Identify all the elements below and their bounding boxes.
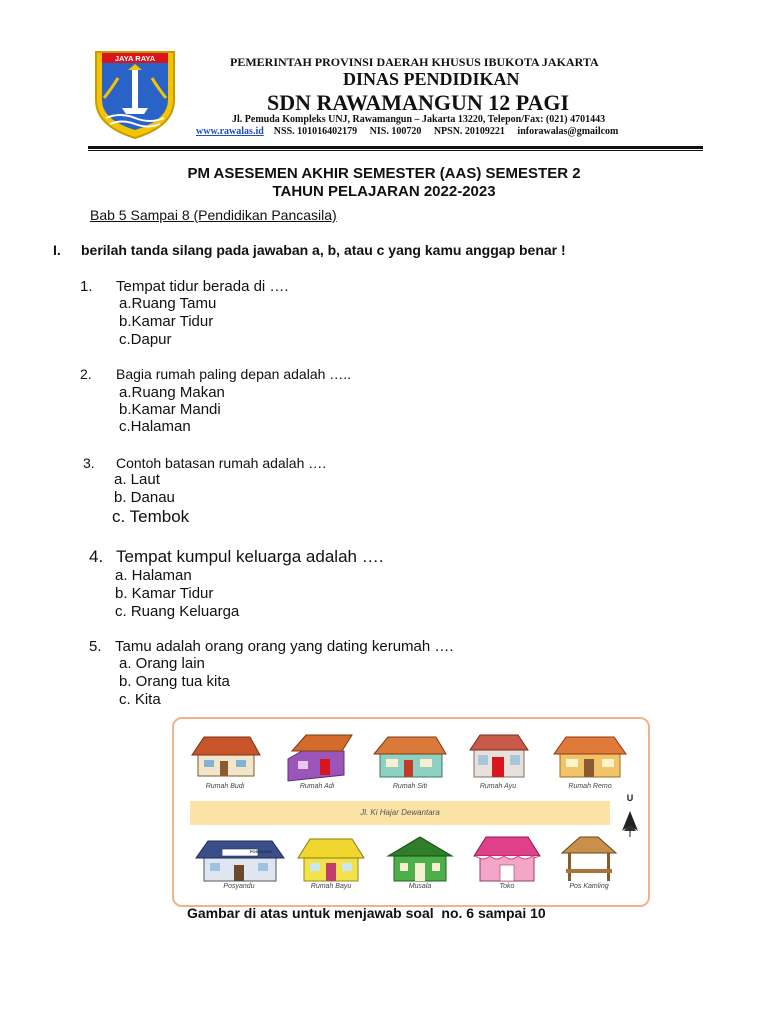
- house-bayu-icon: [298, 839, 364, 881]
- svg-text:JAYA RAYA: JAYA RAYA: [114, 54, 156, 63]
- option-3b[interactable]: b. Danau: [114, 489, 175, 506]
- label-house-2: Rumah Adi: [299, 783, 335, 790]
- question-text: Bagia rumah paling depan adalah …..: [116, 366, 352, 382]
- pos-kamling-icon: [562, 837, 616, 881]
- section-text: berilah tanda silang pada jawaban a, b, atau c yang kamu anggap benar !: [81, 242, 566, 258]
- label-building-3: Musala: [408, 883, 432, 890]
- section-instruction: [53, 242, 566, 258]
- question-2: [80, 366, 351, 382]
- question-text: Tempat kumpul keluarga adalah ….: [116, 547, 384, 566]
- picture-caption: Gambar di atas untuk menjawab soal no. 6 sampai 10: [187, 905, 546, 921]
- label-building-1: Posyandu: [223, 883, 255, 890]
- option-4c[interactable]: c. Ruang Keluarga: [115, 603, 240, 620]
- label-building-4: Toko: [499, 883, 515, 890]
- label-building-5: Pos Kamling: [569, 883, 609, 890]
- option-5c[interactable]: c. Kita: [119, 691, 161, 708]
- option-5a[interactable]: a. Orang lain: [119, 655, 205, 672]
- section-number: I.: [53, 242, 61, 258]
- header-school-name: SDN RAWAMANGUN 12 PAGI: [267, 90, 570, 115]
- posyandu-building-icon: [196, 841, 284, 881]
- option-2c[interactable]: c.Halaman: [119, 418, 191, 435]
- house-adi-icon: [288, 735, 352, 781]
- compass-north-icon: [622, 811, 638, 837]
- house-remo-icon: [554, 737, 626, 777]
- question-4: [89, 547, 383, 567]
- header-address: Jl. Pemuda Kompleks UNJ, Rawamangun – Jakarta 13220, Telepon/Fax: (021) 4701443: [232, 114, 606, 125]
- question-text: Tempat tidur berada di ….: [116, 278, 289, 295]
- option-3c[interactable]: c. Tembok: [112, 507, 190, 526]
- option-5b[interactable]: b. Orang tua kita: [119, 673, 230, 690]
- jaya-raya-logo: [92, 48, 178, 140]
- compass-letter: U: [626, 793, 634, 803]
- header-agency: DINAS PENDIDIKAN: [343, 69, 520, 89]
- option-4b[interactable]: b. Kamar Tidur: [115, 585, 214, 602]
- question-text: Contoh batasan rumah adalah ….: [116, 455, 327, 471]
- exam-title: PM ASESEMEN AKHIR SEMESTER (AAS) SEMESTER 2: [187, 165, 581, 182]
- header-government: PEMERINTAH PROVINSI DAERAH KHUSUS IBUKOTA JAKARTA: [230, 55, 599, 69]
- house-budi-icon: [192, 737, 260, 776]
- header-rule-thin: [88, 150, 703, 151]
- option-2b[interactable]: b.Kamar Mandi: [119, 401, 221, 418]
- option-1c[interactable]: c.Dapur: [119, 331, 172, 348]
- exam-year: TAHUN PELAJARAN 2022-2023: [272, 183, 496, 200]
- question-number: 5.: [89, 638, 102, 655]
- question-number: 2.: [80, 366, 92, 382]
- header-contact: [196, 126, 618, 137]
- question-number: 3.: [83, 455, 95, 471]
- header-rule: [88, 146, 703, 149]
- label-house-4: Rumah Ayu: [479, 783, 517, 790]
- posyandu-sign: POSYANDU: [249, 849, 273, 854]
- option-1a[interactable]: a.Ruang Tamu: [119, 295, 217, 312]
- question-number: 1.: [80, 278, 93, 295]
- musala-building-icon: [388, 837, 452, 881]
- question-3: [83, 455, 326, 471]
- option-1b[interactable]: b.Kamar Tidur: [119, 313, 214, 330]
- house-siti-icon: [374, 737, 446, 777]
- house-ayu-icon: [470, 735, 528, 777]
- option-4a[interactable]: a. Halaman: [115, 567, 192, 584]
- label-building-2: Rumah Bayu: [310, 883, 352, 890]
- question-1: [80, 278, 289, 295]
- label-house-3: Rumah Siti: [392, 783, 428, 790]
- label-house-5: Rumah Remo: [568, 783, 612, 790]
- toko-shop-icon: [474, 837, 540, 881]
- website-link[interactable]: www.rawalas.id: [196, 126, 264, 137]
- neighbourhood-map: [172, 717, 650, 907]
- label-house-1: Rumah Budi: [205, 783, 245, 790]
- question-text: Tamu adalah orang orang yang dating kerumah ….: [115, 638, 454, 655]
- school-ids: NSS. 101016402179 NIS. 100720 NPSN. 20109221 inforawalas@gmailcom: [273, 126, 619, 137]
- street-name: Jl. Ki Hajar Dewantara: [360, 808, 440, 817]
- chapter-heading: Bab 5 Sampai 8 (Pendidikan Pancasila): [90, 207, 337, 223]
- question-5: [89, 638, 454, 655]
- option-2a[interactable]: a.Ruang Makan: [119, 384, 225, 401]
- option-3a[interactable]: a. Laut: [114, 471, 160, 488]
- question-number: 4.: [89, 547, 104, 566]
